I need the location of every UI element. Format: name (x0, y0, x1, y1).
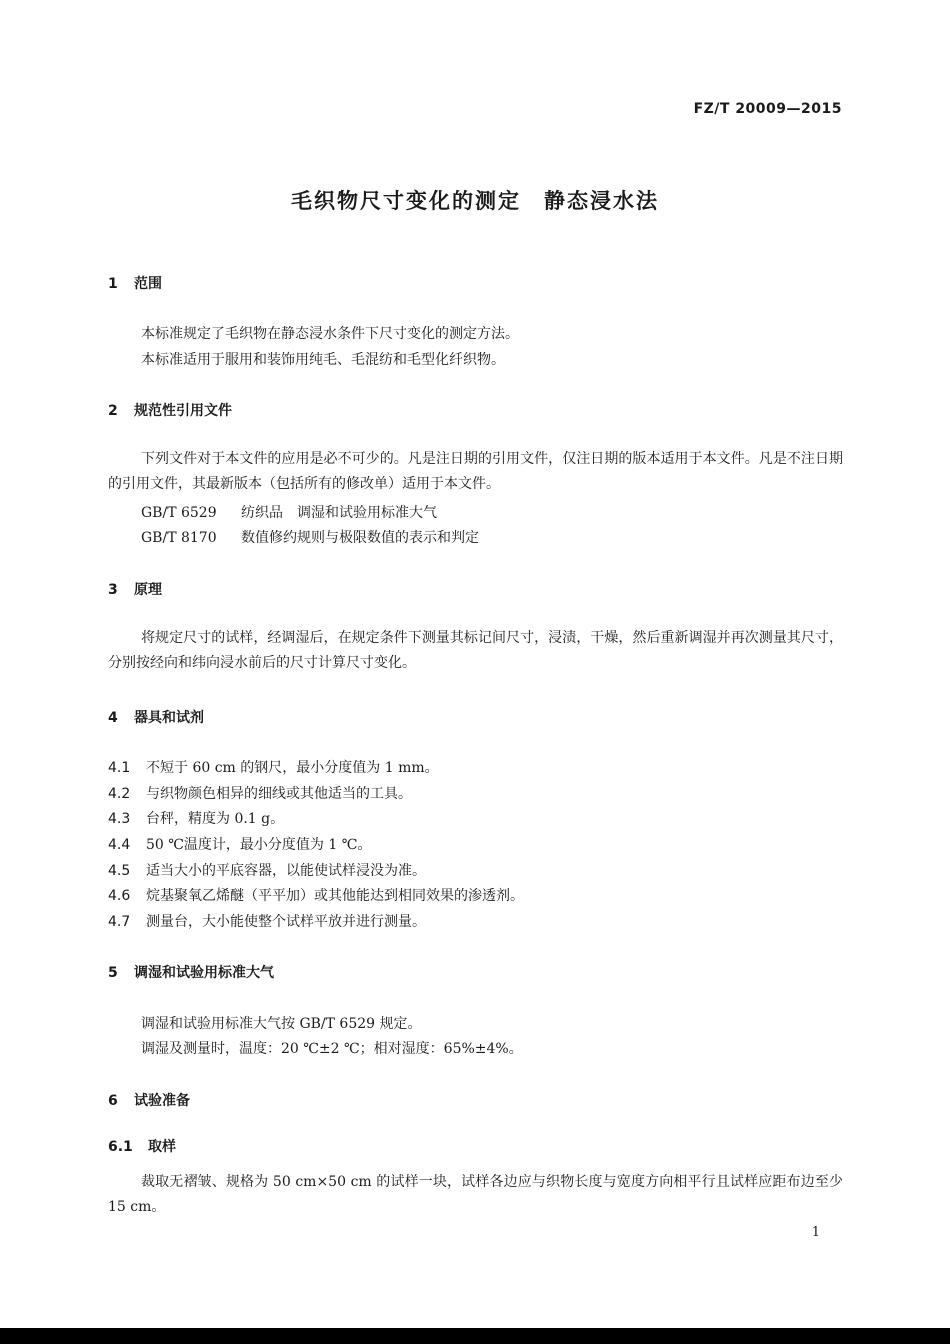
document-title: 毛织物尺寸变化的测定 静态浸水法 (291, 189, 659, 213)
list-item (108, 757, 439, 777)
section-title: 原理 (134, 582, 162, 598)
item-text: 不短于 60 cm 的钢尺，最小分度值为 1 mm。 (146, 760, 439, 776)
subsection-number: 6.1 (108, 1139, 133, 1155)
section-2-heading (108, 400, 232, 420)
list-item (108, 860, 426, 880)
item-number: 4.2 (108, 786, 131, 802)
section-number: 3 (108, 582, 118, 598)
item-number: 4.1 (108, 760, 131, 776)
reference-code: GB/T 8170 (141, 530, 217, 546)
list-item (108, 911, 426, 931)
section-number: 6 (108, 1093, 118, 1109)
standard-number: FZ/T 20009—2015 (693, 101, 842, 117)
item-text: 烷基聚氧乙烯醚（平平加）或其他能达到相同效果的渗透剂。 (146, 888, 524, 904)
section-number: 4 (108, 710, 118, 726)
subsection-title: 取样 (148, 1139, 176, 1155)
section-number: 1 (108, 276, 118, 292)
page-bottom-edge (0, 1328, 950, 1344)
item-number: 4.4 (108, 837, 131, 853)
section-4-heading (108, 707, 204, 727)
section-title: 范围 (134, 276, 162, 292)
item-number: 4.7 (108, 914, 131, 930)
reference-name: 纺织品 调湿和试验用标准大气 (241, 505, 437, 521)
paragraph: 下列文件对于本文件的应用是必不可少的。凡是注日期的引用文件，仅注日期的版本适用于本文件。凡是不注日期的引用文件，其最新版本（包括所有的修改单）适用于本文件。 (108, 451, 843, 492)
section-3-heading (108, 579, 162, 599)
paragraph: 调湿及测量时，温度：20 ℃±2 ℃；相对湿度：65%±4%。 (141, 1041, 523, 1057)
reference-item (141, 527, 479, 547)
item-number: 4.6 (108, 888, 131, 904)
item-text: 与织物颜色相异的细线或其他适当的工具。 (146, 786, 412, 802)
reference-code: GB/T 6529 (141, 505, 217, 521)
section-title: 调湿和试验用标准大气 (134, 965, 274, 981)
paragraph: 裁取无褶皱、规格为 50 cm×50 cm 的试样一块，试样各边应与织物长度与宽度方向相平行且试样应距布边至少 15 cm。 (108, 1174, 843, 1215)
reference-name: 数值修约规则与极限数值的表示和判定 (241, 530, 479, 546)
section-5-heading (108, 962, 274, 982)
paragraph: 本标准适用于服用和装饰用纯毛、毛混纺和毛型化纤织物。 (141, 352, 505, 368)
paragraph: 本标准规定了毛织物在静态浸水条件下尺寸变化的测定方法。 (141, 326, 519, 342)
item-text: 测量台，大小能使整个试样平放并进行测量。 (146, 914, 426, 930)
section-6-heading (108, 1090, 190, 1110)
item-number: 4.5 (108, 863, 131, 879)
section-title: 试验准备 (134, 1093, 190, 1109)
item-number: 4.3 (108, 811, 131, 827)
list-item (108, 808, 284, 828)
section-title: 器具和试剂 (134, 710, 204, 726)
subsection-6-1-heading (108, 1136, 176, 1156)
list-item (108, 885, 524, 905)
section-title: 规范性引用文件 (134, 403, 232, 419)
reference-item (141, 502, 437, 522)
list-item (108, 783, 412, 803)
item-text: 适当大小的平底容器，以能使试样浸没为准。 (146, 863, 426, 879)
item-text: 50 ℃温度计，最小分度值为 1 ℃。 (146, 837, 372, 853)
paragraph: 将规定尺寸的试样，经调湿后，在规定条件下测量其标记间尺寸，浸渍，干燥，然后重新调湿并再次测量其尺寸，分别按经向和纬向浸水前后的尺寸计算尺寸变化。 (108, 630, 843, 671)
section-number: 2 (108, 403, 118, 419)
item-text: 台秤，精度为 0.1 g。 (146, 811, 285, 827)
page-number: 1 (811, 1225, 820, 1240)
section-1-heading (108, 273, 162, 293)
paragraph: 调湿和试验用标准大气按 GB/T 6529 规定。 (141, 1016, 422, 1032)
list-item (108, 834, 371, 854)
section-number: 5 (108, 965, 118, 981)
